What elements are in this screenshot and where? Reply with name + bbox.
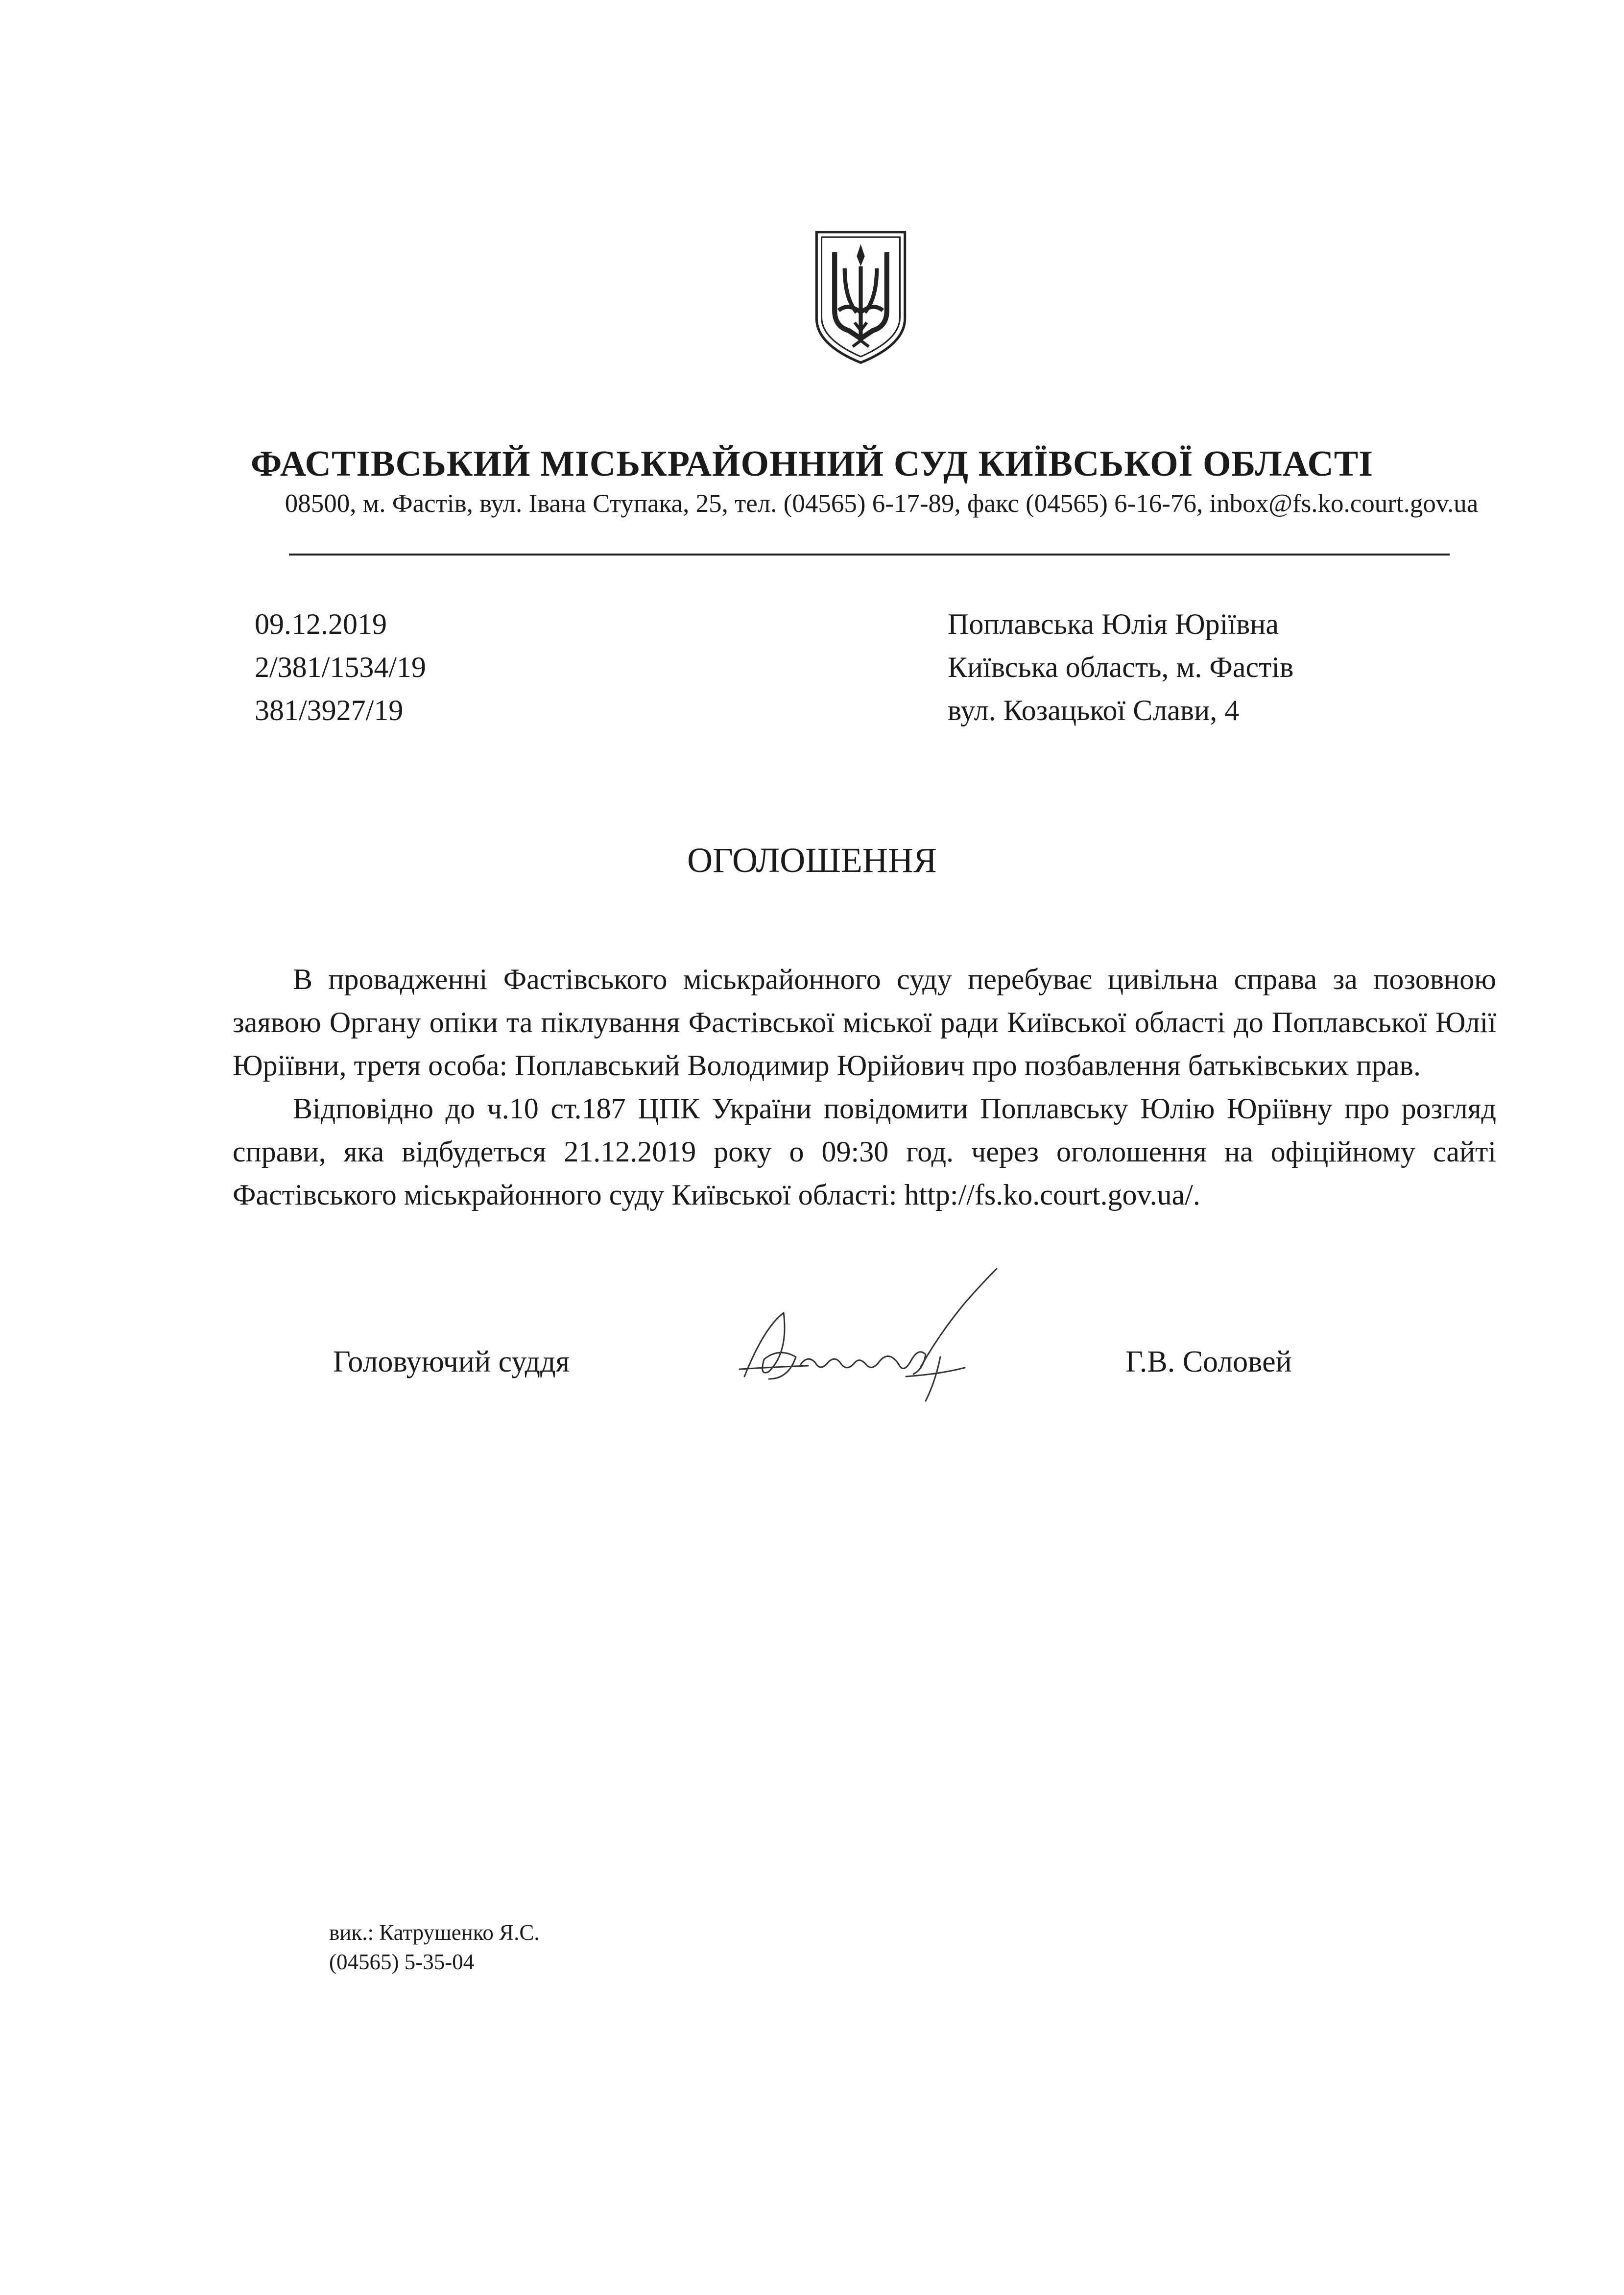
court-name-heading: ФАСТІВСЬКИЙ МІСЬКРАЙОННИЙ СУД КИЇВСЬКОЇ ОБЛАСТІ: [250, 444, 1374, 484]
recipient-name: Поплавська Юлія Юріївна: [948, 608, 1279, 640]
handwritten-signature: [710, 1254, 1024, 1416]
document-title: ОГОЛОШЕННЯ: [687, 841, 937, 880]
signatory-role: Головуючий суддя: [333, 1345, 570, 1378]
recipient-region-city: Київська область, м. Фастів: [948, 651, 1294, 683]
executor-phone: (04565) 5-35-04: [329, 1950, 475, 1974]
announcement-body: [233, 958, 1496, 1216]
header-divider: [289, 554, 1450, 556]
recipient-address: [948, 603, 1293, 732]
body-paragraph: В провадженні Фастівського міськрайонного суду перебуває цивільна справа за позовною заявою Органу опіки та піклування Фастівської міської ради Київської області до Поплавської Юлії Юріївни, третя особа: Поплавський Володимир Юрійович про позбавлення батьківських прав.: [233, 963, 1496, 1082]
proceeding-number: 381/3927/19: [255, 694, 404, 726]
body-paragraph: Відповідно до ч.10 ст.187 ЦПК України повідомити Поплавську Юлію Юріївну про розгляд справи, яка відбудеться 21.12.2019 року о 09:30 год. через оголошення на офіційному сайті Фастівського міськрайонного суду Київської області: http://fs.ko.court.gov.ua/.: [233, 1092, 1496, 1211]
executor-name: вик.: Катрушенко Я.С.: [329, 1920, 540, 1945]
executor-info: [329, 1918, 540, 1977]
court-address: 08500, м. Фастів, вул. Івана Ступака, 25, тел. (04565) 6-17-89, факс (04565) 6-16-76, inbox@fs.ko.court.gov.ua: [285, 489, 1479, 518]
document-meta: [255, 603, 426, 732]
recipient-street: вул. Козацької Слави, 4: [948, 694, 1240, 726]
case-number: 2/381/1534/19: [255, 651, 427, 683]
signatory-name: Г.В. Соловей: [1125, 1345, 1292, 1378]
coat-of-arms-icon: [811, 225, 911, 367]
document-date: 09.12.2019: [255, 608, 387, 640]
